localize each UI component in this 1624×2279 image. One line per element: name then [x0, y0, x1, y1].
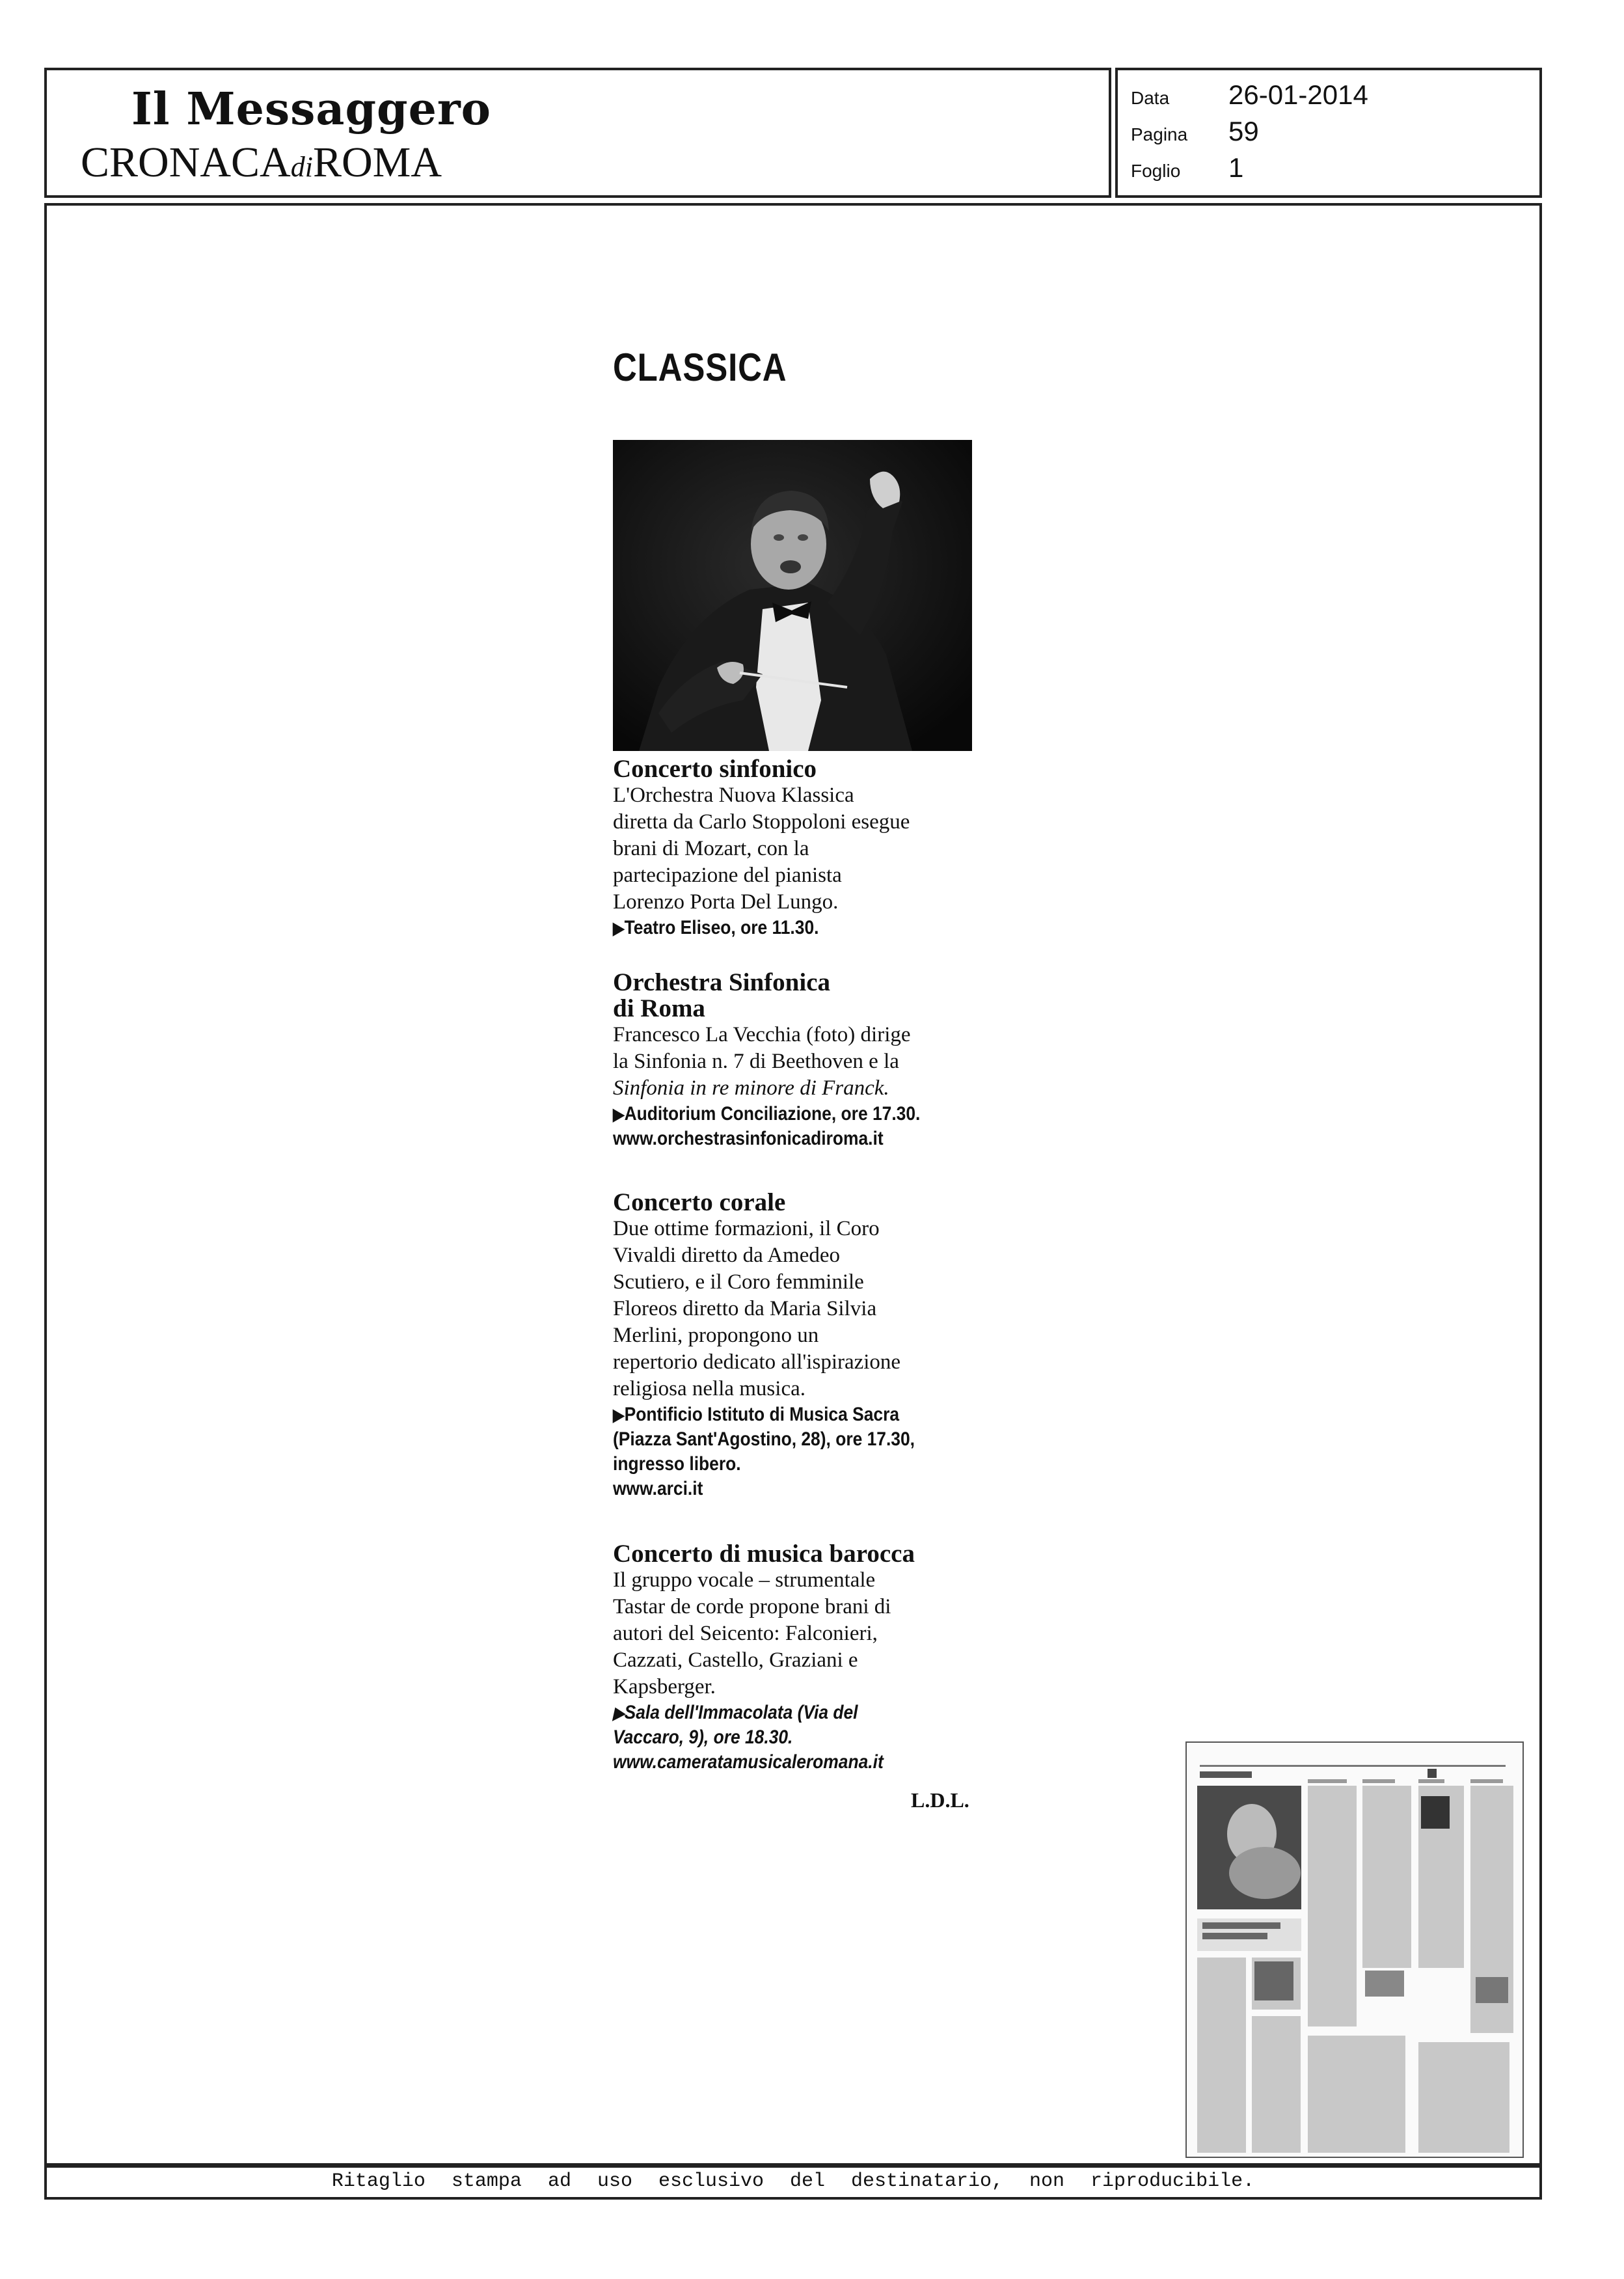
sheet-value: 1 [1228, 152, 1244, 183]
section-title: CLASSICA [613, 346, 787, 389]
website-link[interactable]: www.orchestrasinfonicadiroma.it [613, 1128, 884, 1149]
date-value: 26-01-2014 [1228, 79, 1368, 110]
masthead [44, 68, 1111, 198]
meta-pagina: Pagina 59 [1131, 116, 1259, 146]
conductor-photo [613, 440, 972, 751]
arrow-right-icon: ▶ [613, 918, 625, 938]
article-title: Concerto sinfonico [613, 755, 817, 783]
article-orchestra-sinfonica: Orchestra Sinfonica di Roma Francesco La Vecchia (foto) dirige la Sinfonia n. 7 di Beethoven e la Sinfonia in re minore di Franck. ▶Auditorium Conciliazione, ore 17.30. www.orchestrasinfonicadiroma.it [613, 970, 977, 1151]
article-concerto-sinfonico: Concerto sinfonico L'Orchestra Nuova Klassica diretta da Carlo Stoppoloni esegue brani di Mozart, con la partecipazione del pianista Lorenzo Porta Del Lungo. ▶Teatro Eliseo, ore 11.30. [613, 756, 977, 940]
newspaper-logo: Il Messaggero [131, 83, 492, 135]
venue: ▶Auditorium Conciliazione, ore 17.30. [613, 1103, 921, 1125]
venue: ▶Pontificio Istituto di Musica Sacra [613, 1404, 900, 1425]
venue: ▶Teatro Eliseo, ore 11.30. [613, 917, 819, 938]
article-title: Concerto di musica barocca [613, 1540, 915, 1568]
clipping-meta [1115, 68, 1542, 198]
article-concerto-corale: Concerto corale Due ottime formazioni, il Coro Vivaldi diretto da Amedeo Scutiero, e il Coro femminile Floreos diretto da Maria Silvia Merlini, propongono un repertorio dedicato all'ispirazione religiosa nella musica. ▶Pontificio Istituto di Musica Sacra (Piazza Sant'Agostino, 28), ore 17.30, ingresso libero. www.arci.it [613, 1190, 977, 1501]
website-link[interactable]: www.cameratamusicaleromana.it [613, 1751, 884, 1773]
meta-data: Data 26-01-2014 [1131, 79, 1368, 110]
author-signature: L.D.L. [911, 1788, 969, 1812]
section-logo: CRONACAdiROMA [81, 139, 442, 186]
venue: ▶Sala dell'Immacolata (Via del [613, 1702, 858, 1723]
arrow-right-icon: ▶ [613, 1405, 625, 1425]
article-title: Orchestra Sinfonica di Roma [613, 968, 831, 1022]
footer-bar [44, 2166, 1542, 2200]
website-link[interactable]: www.arci.it [613, 1478, 703, 1499]
arrow-right-icon: ▶ [613, 1104, 625, 1124]
article-title: Concerto corale [613, 1188, 786, 1216]
arrow-right-icon: ▶ [613, 1703, 625, 1723]
meta-foglio: Foglio 1 [1131, 152, 1244, 183]
page-thumbnail [1185, 1741, 1524, 2158]
footer-disclaimer: Ritaglio stampa ad uso esclusivo del destinatario, non riproducibile. [331, 2170, 1255, 2192]
page-value: 59 [1228, 116, 1259, 146]
article-musica-barocca: Concerto di musica barocca Il gruppo vocale – strumentale Tastar de corde propone brani di autori del Seicento: Falconieri, Cazzati, Castello, Graziani e Kapsberger. ▶Sala dell'Immacolata (Via del Vaccaro, 9), ore 18.30. www.cameratamusicaleromana.it [613, 1541, 977, 1775]
